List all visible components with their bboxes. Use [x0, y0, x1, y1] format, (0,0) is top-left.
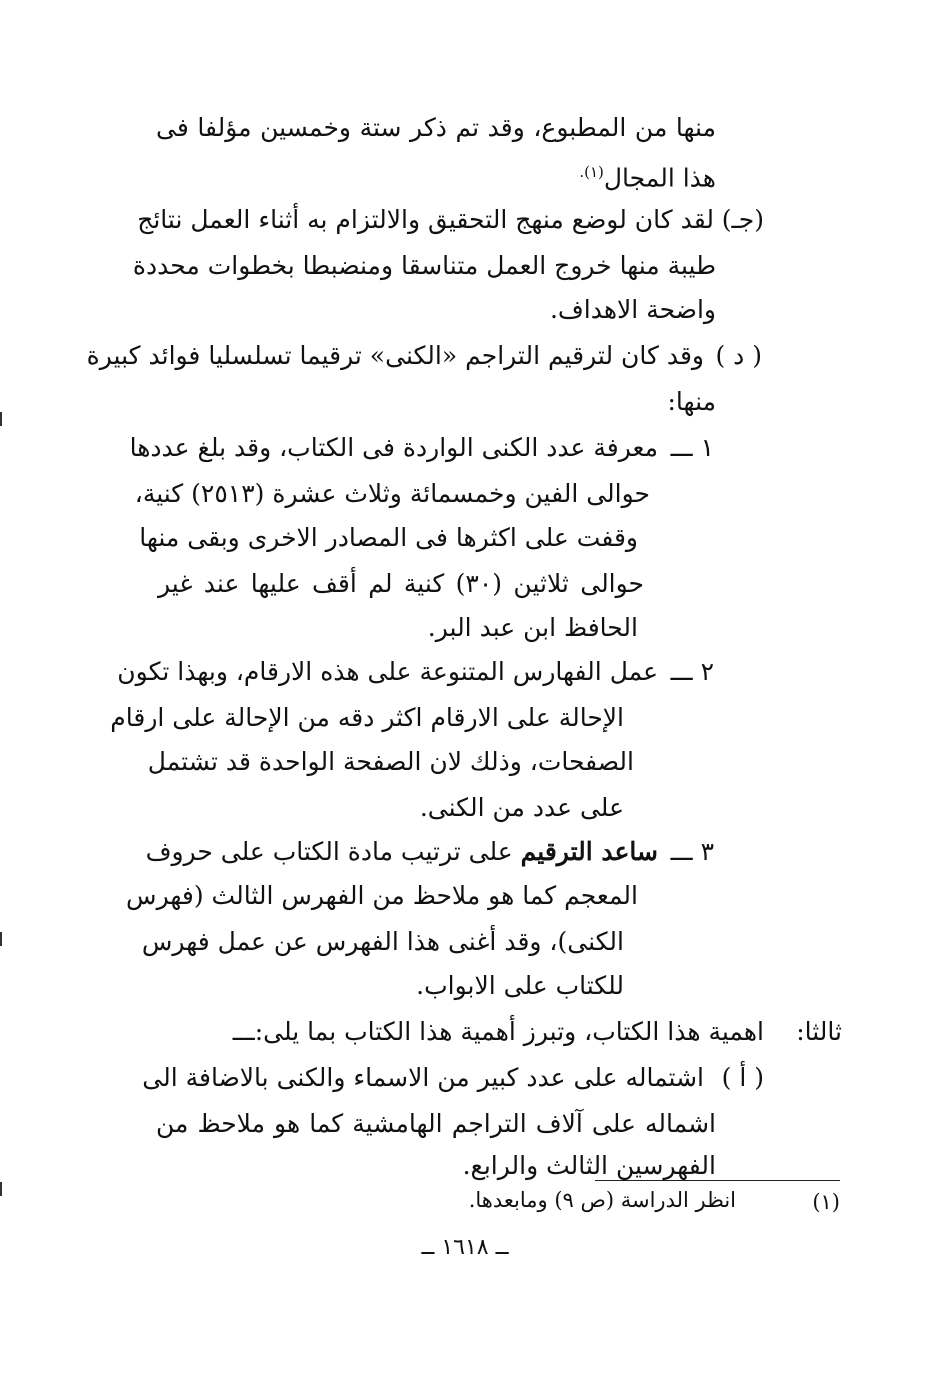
text-line-2 — [156, 152, 716, 192]
item-label-2: ٢ ـــ — [670, 657, 714, 686]
footnote-separator — [595, 1180, 840, 1181]
text-line-16: على عدد من الكنى. — [419, 793, 624, 822]
scan-mark-bottom — [0, 1182, 2, 1196]
text-line-4: طيبة منها خروج العمل متناسقا ومنضبطا بخطوات محددة — [132, 251, 716, 280]
item-label-d: ( د ) — [715, 341, 762, 370]
scan-mark-top — [0, 412, 2, 426]
text-line-1: منها من المطبوع، وقد تم ذكر ستة وخمسين مؤلفا فى — [156, 113, 716, 142]
text-line-11: حوالى ثلاثين (٣٠) كنية لم أقف عليها عند غير — [158, 569, 644, 598]
item-label-3: ٣ ـــ — [670, 837, 714, 866]
footnote-reference: (١). — [579, 163, 604, 181]
text-line-23: اشماله على آلاف التراجم الهامشية كما هو ملاحظ من — [156, 1109, 716, 1138]
text-line-17 — [145, 832, 658, 872]
text-line-22: اشتماله على عدد كبير من الاسماء والكنى بالاضافة الى — [142, 1063, 704, 1092]
text-line-20: للكتاب على الابواب. — [416, 971, 624, 1000]
footnote-marker: (١) — [812, 1190, 840, 1214]
item-label-a: ( أ ) — [721, 1063, 764, 1092]
page-number: ــ ١٦١٨ ــ — [421, 1235, 509, 1260]
item-label-c: (جـ) — [721, 205, 764, 234]
text-line-10: وقفت على اكثرها فى المصادر الاخرى وبقى منها — [139, 523, 638, 552]
text-line-13: عمل الفهارس المتنوعة على هذه الارقام، وبهذا تكون — [117, 657, 658, 686]
text-line-7: منها: — [667, 387, 716, 416]
text-line-15: الصفحات، وذلك لان الصفحة الواحدة قد تشتمل — [147, 747, 634, 776]
text-line-14: الإحالة على الارقام اكثر دقه من الإحالة على ارقام — [110, 703, 624, 732]
section-label-third: ثالثا: — [796, 1017, 842, 1046]
text-line-24: الفهرسين الثالث والرابع. — [462, 1151, 716, 1180]
footnote-text: انظر الدراسة (ص ٩) ومابعدها. — [468, 1188, 736, 1212]
text-line-17-body: على ترتيب مادة الكتاب على حروف — [145, 837, 513, 866]
text-line-5: واضحة الاهداف. — [549, 295, 716, 324]
text-line-18: المعجم كما هو ملاحظ من الفهرس الثالث (فهرس — [126, 881, 638, 910]
text-line-2-body: هذا المجال — [603, 163, 716, 193]
text-line-21: اهمية هذا الكتاب، وتبرز أهمية هذا الكتاب بما يلى:ـــ — [232, 1017, 764, 1046]
text-line-12: الحافظ ابن عبد البر. — [427, 613, 638, 642]
emphasized-term: ساعد الترقيم — [520, 837, 658, 866]
item-label-1: ١ ـــ — [670, 433, 714, 462]
text-line-6: وقد كان لترقيم التراجم «الكنى» ترقيما تسلسليا فوائد كبيرة — [86, 341, 704, 370]
text-line-19: الكنى)، وقد أغنى هذا الفهرس عن عمل فهرس — [141, 927, 624, 956]
text-line-3: لقد كان لوضع منهج التحقيق والالتزام به أثناء العمل نتائج — [137, 205, 714, 234]
text-line-9: حوالى الفين وخمسمائة وثلاث عشرة (٢٥١٣) كنية، — [134, 479, 650, 508]
scan-mark-middle — [0, 932, 2, 946]
text-line-8: معرفة عدد الكنى الواردة فى الكتاب، وقد بلغ عددها — [129, 433, 658, 462]
